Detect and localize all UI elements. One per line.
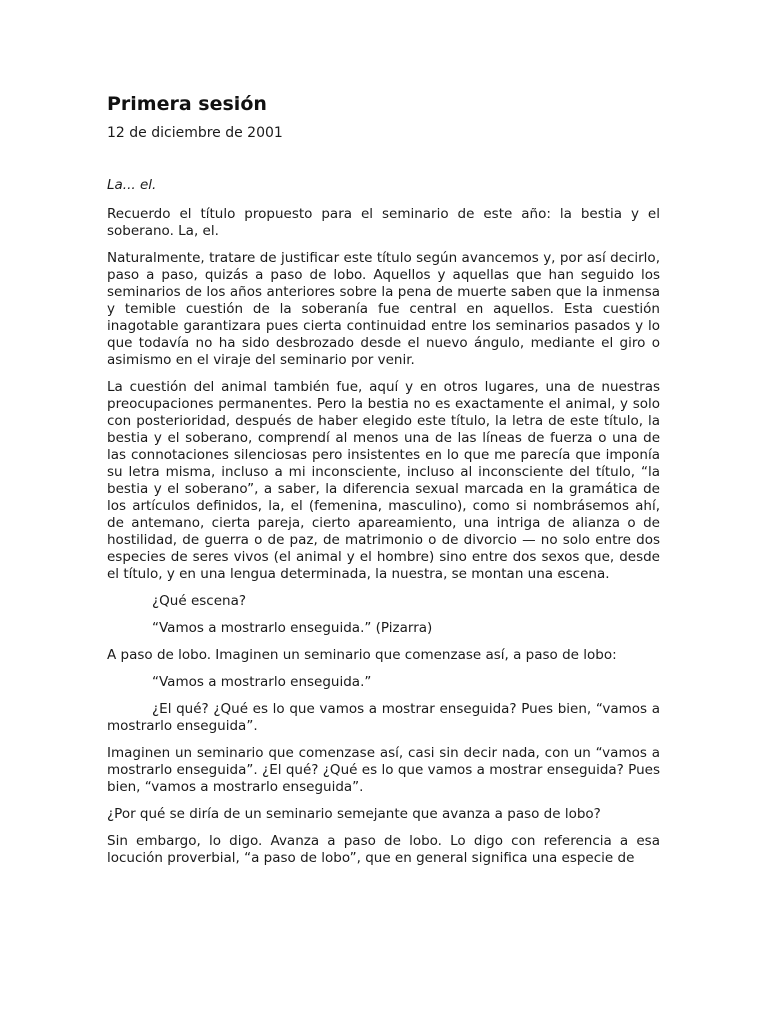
paragraph: ¿Qué escena? bbox=[152, 593, 247, 609]
paragraph: Naturalmente, tratare de justificar este título según avancemos y, por así decirlo, paso a paso, quizás a paso de lobo. Aquellos y aquellas que han seguido los seminarios de los años anteriores sobre la pena de muerte saben que la inmensa y temible cuestión de la soberanía fue central en aquellos. Esta cuestión inagotable garantizara pues cierta continuidad entre los seminarios pasados y lo que todavía no ha sido desbrozado desde el nuevo ángulo, mediante el giro o asimismo en el viraje del seminario por venir. bbox=[107, 250, 660, 368]
paragraph: ¿El qué? ¿Qué es lo que vamos a mostrar enseguida? Pues bien, “vamos a mostrarlo enseguida”. bbox=[107, 701, 660, 734]
paragraph: A paso de lobo. Imaginen un seminario que comenzase así, a paso de lobo: bbox=[107, 647, 617, 663]
document-page bbox=[107, 92, 660, 877]
paragraph: “Vamos a mostrarlo enseguida.” bbox=[152, 674, 372, 690]
paragraph: La cuestión del animal también fue, aquí y en otros lugares, una de nuestras preocupaciones permanentes. Pero la bestia no es exactamente el animal, y solo con posterioridad, después de haber elegido este título, la letra de este título, la bestia y el soberano, comprendí al menos una de las líneas de fuerza o una de las connotaciones silenciosas pero insistentes en lo que me parecía que imponía su letra misma, incluso a mi inconsciente, incluso al inconsciente del título, “la bestia y el soberano”, a saber, la diferencia sexual marcada en la gramática de los artículos definidos, la, el (femenina, masculino), como si nombrásemos ahí, de antemano, cierta pareja, cierto apareamiento, una intriga de alianza o de hostilidad, de guerra o de paz, de matrimonio o de divorcio — no solo entre dos especies de seres vivos (el animal y el hombre) sino entre dos sexos que, desde el título, y en una lengua determinada, la nuestra, se montan una escena. bbox=[107, 379, 660, 582]
paragraph: La... el. bbox=[107, 177, 157, 193]
paragraph: Sin embargo, lo digo. Avanza a paso de lobo. Lo digo con referencia a esa locución proverbial, “a paso de lobo”, que en general significa una especie de bbox=[107, 833, 660, 866]
paragraph: ¿Por qué se diría de un seminario semejante que avanza a paso de lobo? bbox=[107, 806, 601, 822]
paragraph: Imaginen un seminario que comenzase así, casi sin decir nada, con un “vamos a mostrarlo enseguida”. ¿El qué? ¿Qué es lo que vamos a mostrar enseguida? Pues bien, “vamos a mostrarlo enseguida”. bbox=[107, 745, 660, 795]
session-date: 12 de diciembre de 2001 bbox=[107, 125, 283, 141]
page-title: Primera sesión bbox=[107, 93, 267, 115]
paragraph: “Vamos a mostrarlo enseguida.” (Pizarra) bbox=[152, 620, 433, 636]
paragraph: Recuerdo el título propuesto para el seminario de este año: la bestia y el soberano. La, el. bbox=[107, 206, 660, 239]
